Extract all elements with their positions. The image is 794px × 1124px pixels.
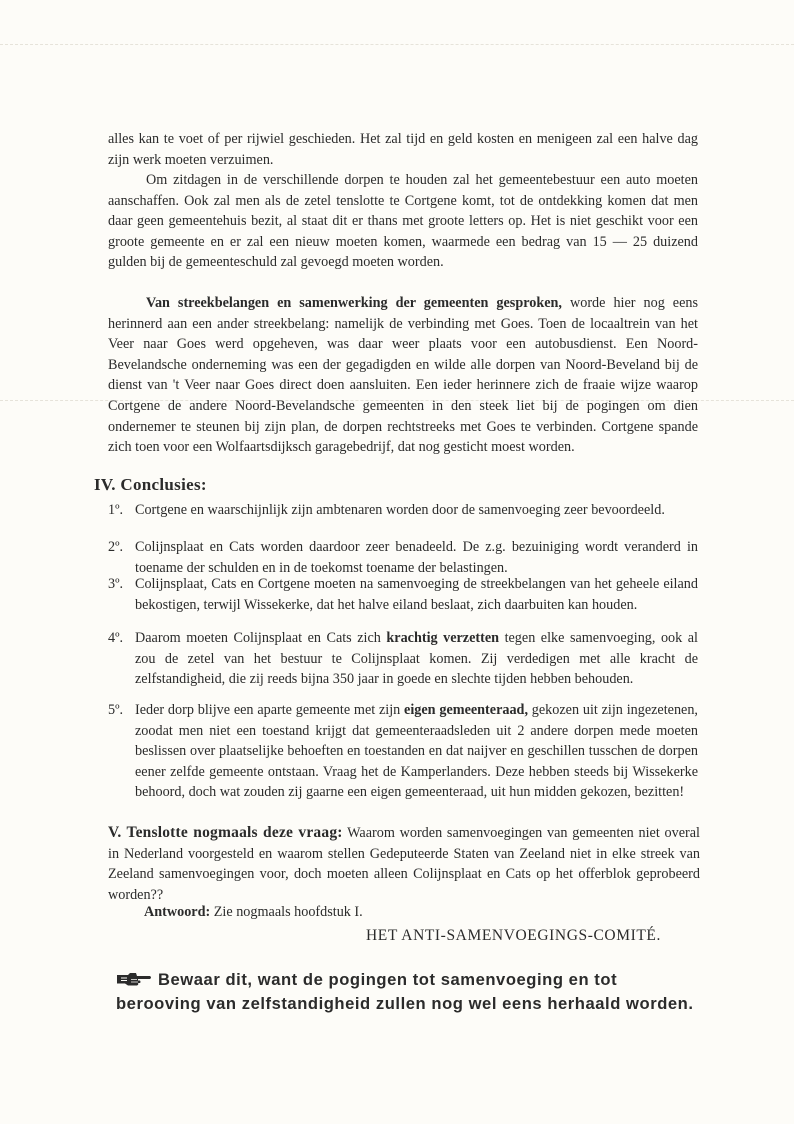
conclusion-item-2 [108,537,698,578]
section-numeral: IV. [94,475,116,494]
paragraph-text: worde hier nog eens herinnerd aan een ander streekbelang: namelijk de verbinding met Goes. Toen de locaaltrein van het Veer naar Goes werd opgeheven, was daar weer plaats voor een autobusdienst. Een Noord-Bevelandsche onderneming was een der gegadigden en wilde alle dorpen van Noord-Beveland bij de dienst van 't Veer naar Goes direct doen aansluiten. Een ieder herinnere zich de fraaie wijze waarop Cortgene de andere Noord-Bevelandsche gemeenten in den steek liet bij de pogingen om dien ondernemer te steunen bij zijn plan, de dorpen rechtstreeks met Goes te verbinden. Cortgene spande zich toen voor een Wolfaartsdijksch garagebedrijf, dat nog gesticht moest worden. [108,295,698,456]
section-heading-question: V. Tenslotte nogmaals deze vraag: [108,824,343,841]
item-number: 2º. [108,539,124,555]
paragraph-travel [108,129,698,170]
item-text: Ieder dorp blijve een aparte gemeente met zijn [135,702,405,718]
item-text: Colijnsplaat, Cats en Cortgene moeten na samenvoeging de streekbelangen van het geheele eiland bekostigen, terwijl Wissekerke, dat het halve eiland beslaat, zich daarbuiten kan houden. [135,576,698,613]
pointing-hand-icon [116,971,152,987]
item-number: 5º. [108,702,124,718]
conclusion-item-4 [108,628,698,690]
item-text: tegen elke samenvoeging, ook al zou de zetel van het bestuur te Colijnsplaat komen. Zij verdedigen met alle kracht de zelfstandigheid, die zij reeds bijna 350 jaar in goede en slechte tijden hebben behouden. [135,630,699,688]
item-emphasis: eigen gemeenteraad, [404,702,528,718]
conclusion-item-5 [108,700,698,803]
answer-line [144,904,363,921]
closing-notice [116,968,706,1016]
section-title: Conclusies: [120,475,207,494]
fold-line [0,44,794,46]
item-number: 4º. [108,630,124,646]
paragraph-lead-bold: Van streekbelangen en samenwerking der gemeenten gesproken, [146,295,562,311]
answer-label: Antwoord: [144,904,211,920]
paragraph-text: alles kan te voet of per rijwiel geschieden. Het zal tijd en geld kosten en menigeen zal een halve dag zijn werk moeten verzuimen. [108,131,698,168]
conclusion-item-3 [108,574,698,615]
item-text: Cortgene en waarschijnlijk zijn ambtenaren worden door de samenvoeging zeer bevoordeeld. [135,502,665,518]
question-text: Waarom worden samenvoegingen van gemeenten niet overal in Nederland voorgesteld en waarom stellen Gedeputeerde Staten van Zeeland niet in elke streek van Zeeland samenvoegingen voor, doch moeten alleen Colijnsplaat en Cats op het offerblok geprobeerd worden?? [108,825,700,903]
paragraph-regional-interests [108,293,698,458]
section-heading-conclusions [94,475,207,495]
conclusion-item-1 [108,500,698,521]
section-final-question [108,823,700,905]
signature: HET ANTI-SAMENVOEGINGS-COMITÉ. [366,927,661,944]
notice-text: Bewaar dit, want de pogingen tot samenvoeging en tot berooving van zelfstandigheid zullen nog wel eens herhaald worden. [116,970,694,1013]
item-text: Daarom moeten Colijnsplaat en Cats zich [135,630,387,646]
item-emphasis: krachtig verzetten [386,630,500,646]
paragraph-text: Om zitdagen in de verschillende dorpen te houden zal het gemeentebestuur een auto moeten aanschaffen. Ook zal men als de zetel tenslotte te Cortgene komt, tot de ontdekking komen dat men daar geen gemeentehuis bezit, al staat dit er thans met groote letters op. Het is niet geschikt voor een groote gemeente en er zal een nieuw moeten komen, waarmede een bedrag van 15 — 25 duizend gulden bij de gemeenteschuld zal gevoegd moeten worden. [108,172,698,271]
item-number: 1º. [108,502,124,518]
answer-text: Zie nogmaals hoofdstuk I. [210,904,363,920]
item-text: gekozen uit zijn ingezetenen, zoodat men niet een toestand krijgt dat gemeenteraadsleden uit 2 andere dorpen mede moeten beslissen over plaatselijke behoeften en toestanden en dat naijver en geschillen tusschen de dorpen eener zelfde gemeente ontstaan. Vraag het de Kamperlanders. Deze hebben steeds bij Wissekerke behoord, doch wat zouden zij gaarne een eigen gemeenteraad, uit hun midden gekozen, bezitten! [135,702,698,801]
item-text: Colijnsplaat en Cats worden daardoor zeer benadeeld. De z.g. bezuiniging wordt veranderd in toename der schulden en in de toekomst toename der belastingen. [135,539,698,576]
paragraph-town-hall [108,170,698,273]
item-number: 3º. [108,576,124,592]
